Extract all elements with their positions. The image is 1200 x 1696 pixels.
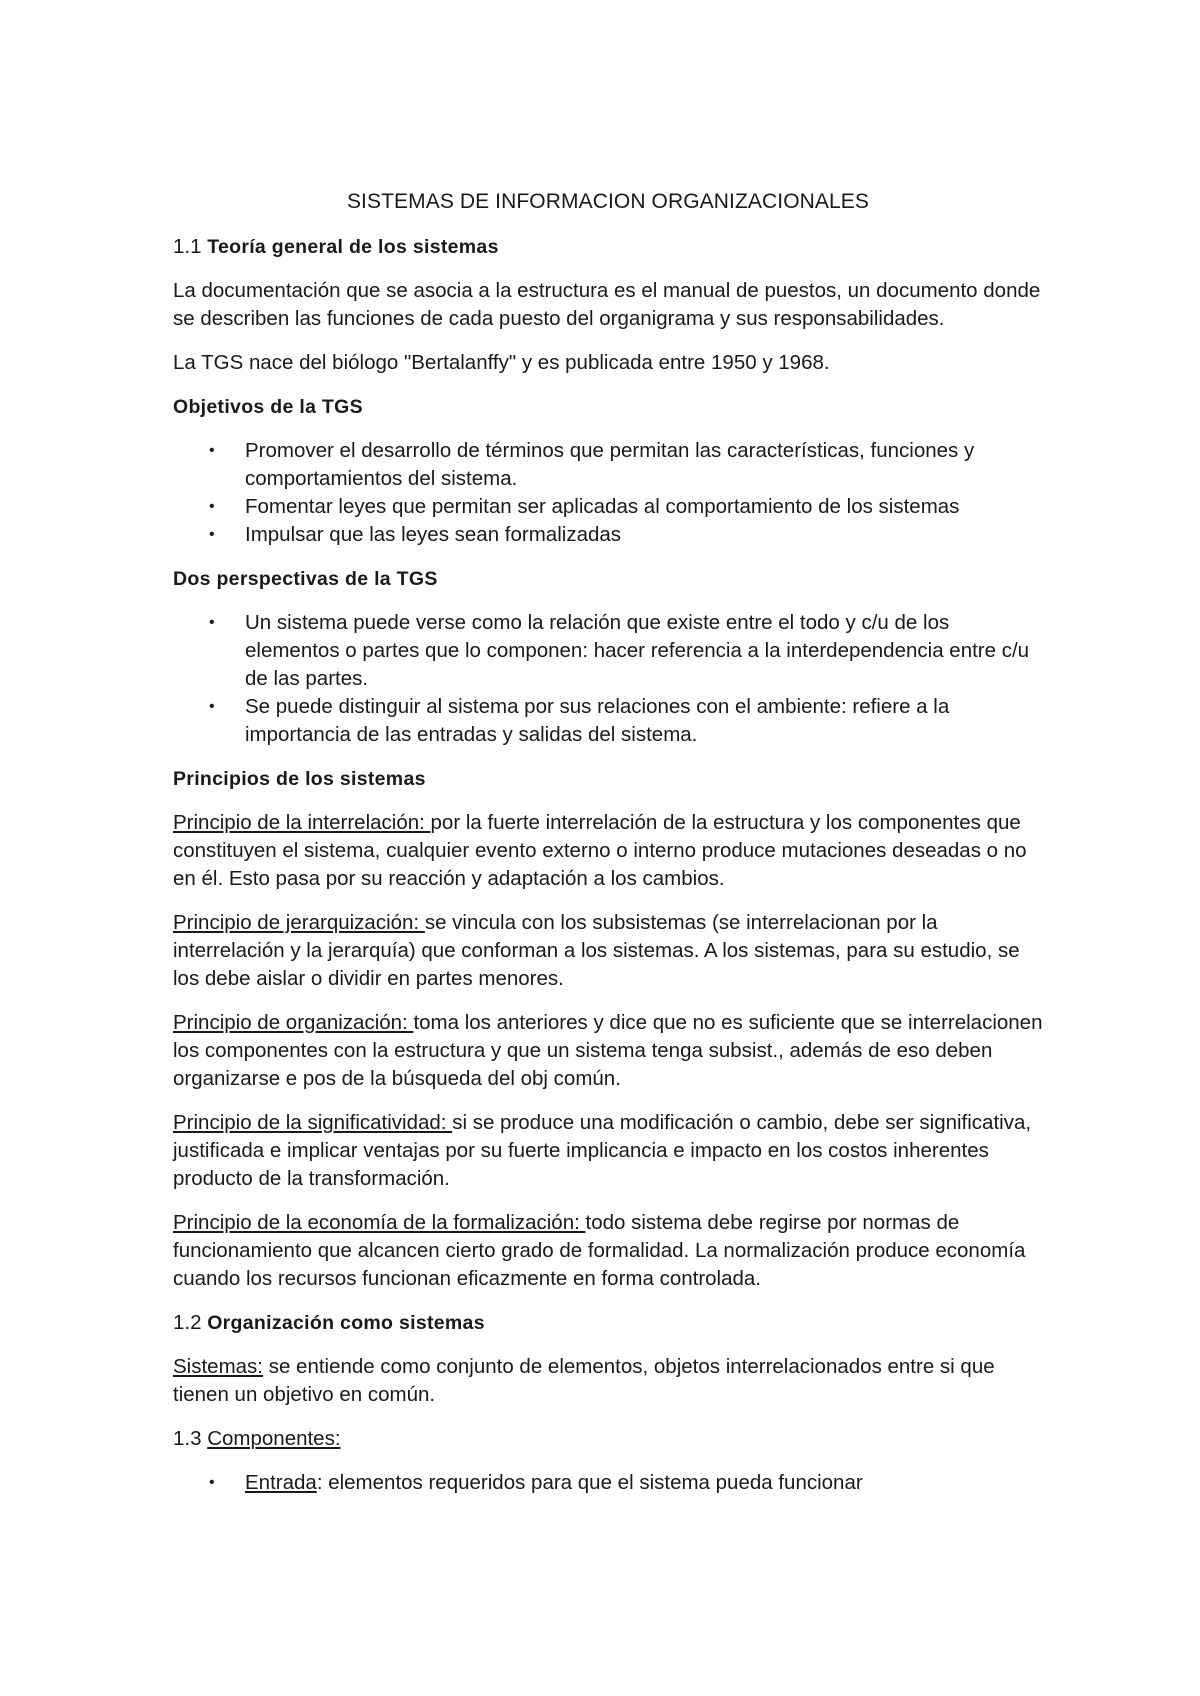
list-item-text: Fomentar leyes que permitan ser aplicadas al comportamiento de los sistemas bbox=[245, 495, 960, 518]
principio-label: Principio de la interrelación: bbox=[173, 811, 431, 834]
principio-label: Principio de la economía de la formalización: bbox=[173, 1211, 586, 1234]
section-title: Componentes: bbox=[207, 1427, 341, 1450]
section-heading-1-2 bbox=[173, 1309, 1043, 1337]
perspectivas-heading: Dos perspectivas de la TGS bbox=[173, 568, 438, 590]
section-heading-1-3 bbox=[173, 1425, 1043, 1453]
list-item bbox=[209, 693, 1043, 749]
principio-text: todo sistema debe regirse por normas de funcionamiento que alcancen cierto grado de formalidad. La normalización produce economía cuando los recursos funcionan eficazmente en forma controlada. bbox=[173, 1211, 1026, 1290]
definition-text: se entiende como conjunto de elementos, objetos interrelacionados entre si que tienen un objetivo en común. bbox=[173, 1355, 995, 1406]
principio-significatividad bbox=[173, 1109, 1043, 1193]
principio-label: Principio de organización: bbox=[173, 1011, 414, 1034]
list-item bbox=[209, 1469, 1043, 1497]
principio-interrelacion bbox=[173, 809, 1043, 893]
definition-label: Sistemas: bbox=[173, 1355, 263, 1378]
bullet-icon: • bbox=[209, 442, 215, 459]
bullet-icon: • bbox=[209, 698, 215, 715]
principio-label: Principio de jerarquización: bbox=[173, 911, 425, 934]
section-title: Organización como sistemas bbox=[207, 1312, 485, 1334]
component-label: Entrada bbox=[245, 1471, 317, 1494]
principio-text: por la fuerte interrelación de la estructura y los componentes que constituyen el sistema, cualquier evento externo o interno produce mutaciones deseadas o no en él. Esto pasa por su reacción y adaptación a los cambios. bbox=[173, 811, 1027, 890]
document-title: SISTEMAS DE INFORMACION ORGANIZACIONALES bbox=[346, 190, 870, 213]
list-item-text: Impulsar que las leyes sean formalizadas bbox=[245, 523, 622, 546]
principio-label: Principio de la significatividad: bbox=[173, 1111, 453, 1134]
section-number: 1.3 bbox=[173, 1427, 202, 1450]
principio-jerarquizacion bbox=[173, 909, 1043, 993]
document-body bbox=[173, 188, 1043, 1513]
list-item bbox=[209, 437, 1043, 493]
bullet-icon: • bbox=[209, 614, 215, 631]
bullet-icon: • bbox=[209, 498, 215, 515]
list-item-text: Un sistema puede verse como la relación que existe entre el todo y c/u de los elementos o partes que lo componen: hacer referencia a la interdependencia entre c/u de las partes. bbox=[245, 611, 1030, 690]
perspectivas-list bbox=[173, 609, 1043, 749]
componentes-list bbox=[173, 1469, 1043, 1497]
principio-organizacion bbox=[173, 1009, 1043, 1093]
principio-text: se vincula con los subsistemas (se interrelacionan por la interrelación y la jerarquía) que conforman a los sistemas. A los sistemas, para su estudio, se los debe aislar o dividir en partes menores. bbox=[173, 911, 1020, 990]
list-item-text: Se puede distinguir al sistema por sus relaciones con el ambiente: refiere a la importancia de las entradas y salidas del sistema. bbox=[245, 695, 950, 746]
section-title: Teoría general de los sistemas bbox=[207, 236, 499, 258]
intro-paragraph: La documentación que se asocia a la estructura es el manual de puestos, un documento donde se describen las funciones de cada puesto del organigrama y sus responsabilidades. bbox=[173, 279, 1041, 330]
list-item-text: Promover el desarrollo de términos que permitan las características, funciones y comportamientos del sistema. bbox=[245, 439, 975, 490]
bullet-icon: • bbox=[209, 526, 215, 543]
list-item bbox=[209, 521, 1043, 549]
sistemas-definition bbox=[173, 1353, 1043, 1409]
principio-text: si se produce una modificación o cambio, debe ser significativa, justificada e implicar ventajas por su fuerte implicancia e impacto en los costos inherentes producto de la transformación. bbox=[173, 1111, 1032, 1190]
section-number: 1.1 bbox=[173, 235, 202, 258]
objetivos-heading: Objetivos de la TGS bbox=[173, 396, 363, 418]
component-text: : elementos requeridos para que el sistema pueda funcionar bbox=[316, 1471, 863, 1494]
section-number: 1.2 bbox=[173, 1311, 202, 1334]
principios-heading: Principios de los sistemas bbox=[173, 768, 426, 790]
objetivos-list bbox=[173, 437, 1043, 549]
bullet-icon: • bbox=[209, 1474, 215, 1491]
tgs-paragraph: La TGS nace del biólogo "Bertalanffy" y es publicada entre 1950 y 1968. bbox=[173, 351, 830, 374]
principio-economia-formalizacion bbox=[173, 1209, 1043, 1293]
principio-text: toma los anteriores y dice que no es suficiente que se interrelacionen los componentes con la estructura y que un sistema tenga subsist., además de eso deben organizarse e pos de la búsqueda del obj común. bbox=[173, 1011, 1043, 1090]
list-item bbox=[209, 493, 1043, 521]
section-heading-1-1 bbox=[173, 233, 1043, 261]
list-item bbox=[209, 609, 1043, 693]
